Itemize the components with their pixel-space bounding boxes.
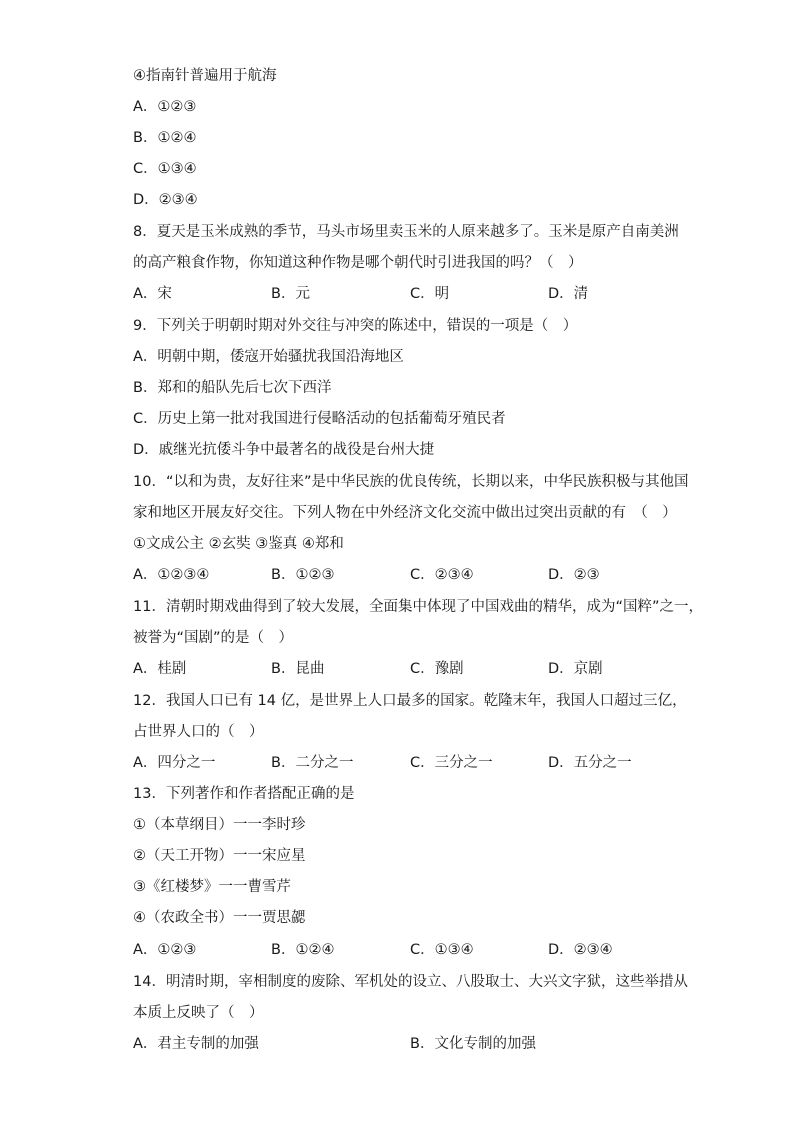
q13-stem: 13．下列著作和作者搭配正确的是 bbox=[133, 786, 355, 802]
q13-item-1: ①（本草纲目）一一李时珍 bbox=[133, 817, 306, 833]
q13-item-3: ③《红楼梦》一一曹雪芹 bbox=[133, 879, 291, 895]
q11-option-d: D．京剧 bbox=[548, 661, 603, 677]
q7-option-a: A．①②③ bbox=[133, 99, 197, 115]
q10-items: ①文成公主 ②玄奘 ③鉴真 ④郑和 bbox=[133, 536, 344, 552]
q10-option-a: A．①②③④ bbox=[133, 567, 210, 583]
q9-option-c: C．历史上第一批对我国进行侵略活动的包括葡萄牙殖民者 bbox=[133, 411, 506, 427]
q10-option-d: D．②③ bbox=[548, 567, 600, 583]
q12-stem-line-1: 12．我国人口已有 14 亿，是世界上人口最多的国家。乾隆末年，我国人口超过三亿， bbox=[133, 693, 687, 709]
q8-option-d: D．清 bbox=[548, 286, 589, 302]
q14-stem-line-2: 本质上反映了（ ） bbox=[133, 1005, 264, 1021]
q7-item-4: ④指南针普遍用于航海 bbox=[133, 68, 277, 84]
q10-stem-line-1: 10．“以和为贵，友好往来”是中华民族的优良传统，长期以来，中华民族积极与其他国 bbox=[133, 474, 689, 490]
q9-option-b: B．郑和的船队先后七次下西洋 bbox=[133, 380, 332, 396]
q14-option-a: A．君主专制的加强 bbox=[133, 1036, 259, 1052]
q11-option-c: C．豫剧 bbox=[410, 661, 464, 677]
q12-option-a: A．四分之一 bbox=[133, 755, 216, 771]
q11-option-a: A．桂剧 bbox=[133, 661, 187, 677]
q13-option-d: D．②③④ bbox=[548, 942, 613, 958]
q9-option-a: A．明朝中期，倭寇开始骚扰我国沿海地区 bbox=[133, 349, 404, 365]
q11-stem-line-2: 被誉为“国剧”的是（ ） bbox=[133, 630, 294, 646]
q13-option-a: A．①②③ bbox=[133, 942, 197, 958]
q11-option-b: B．昆曲 bbox=[271, 661, 325, 677]
q8-stem-line-2: 的高产粮食作物，你知道这种作物是哪个朝代时引进我国的吗？（ ） bbox=[133, 255, 583, 271]
q10-option-b: B．①②③ bbox=[271, 567, 335, 583]
q12-option-b: B．二分之一 bbox=[271, 755, 354, 771]
q10-stem-line-2: 家和地区开展友好交往。下列人物在中外经济文化交流中做出过突出贡献的有 （ ） bbox=[133, 505, 677, 521]
q13-item-4: ④（农政全书）一一贾思勰 bbox=[133, 910, 306, 926]
q12-option-d: D．五分之一 bbox=[548, 755, 632, 771]
q8-option-b: B．元 bbox=[271, 286, 310, 302]
q7-option-b: B．①②④ bbox=[133, 130, 197, 146]
q9-stem: 9．下列关于明朝时期对外交往与冲突的陈述中，错误的一项是（ ） bbox=[133, 318, 578, 334]
q12-option-c: C．三分之一 bbox=[410, 755, 493, 771]
q9-option-d: D．戚继光抗倭斗争中最著名的战役是台州大捷 bbox=[133, 442, 435, 458]
q8-stem-line-1: 8．夏天是玉米成熟的季节，马头市场里卖玉米的人原来越多了。玉米是原产自南美洲 bbox=[133, 224, 679, 240]
q8-option-c: C．明 bbox=[410, 286, 450, 302]
q13-option-c: C．①③④ bbox=[410, 942, 474, 958]
q7-option-d: D．②③④ bbox=[133, 192, 198, 208]
q14-stem-line-1: 14．明清时期，宰相制度的废除、军机处的设立、八股取士、大兴文字狱，这些举措从 bbox=[133, 974, 688, 990]
q11-stem-line-1: 11．清朝时期戏曲得到了较大发展，全面集中体现了中国戏曲的精华，成为“国粹”之一， bbox=[133, 599, 703, 615]
q13-item-2: ②（天工开物）一一宋应星 bbox=[133, 848, 306, 864]
q10-option-c: C．②③④ bbox=[410, 567, 474, 583]
q14-option-b: B．文化专制的加强 bbox=[410, 1036, 536, 1052]
q7-option-c: C．①③④ bbox=[133, 161, 197, 177]
q12-stem-line-2: 占世界人口的（ ） bbox=[133, 724, 264, 740]
q8-option-a: A．宋 bbox=[133, 286, 172, 302]
q13-option-b: B．①②④ bbox=[271, 942, 335, 958]
